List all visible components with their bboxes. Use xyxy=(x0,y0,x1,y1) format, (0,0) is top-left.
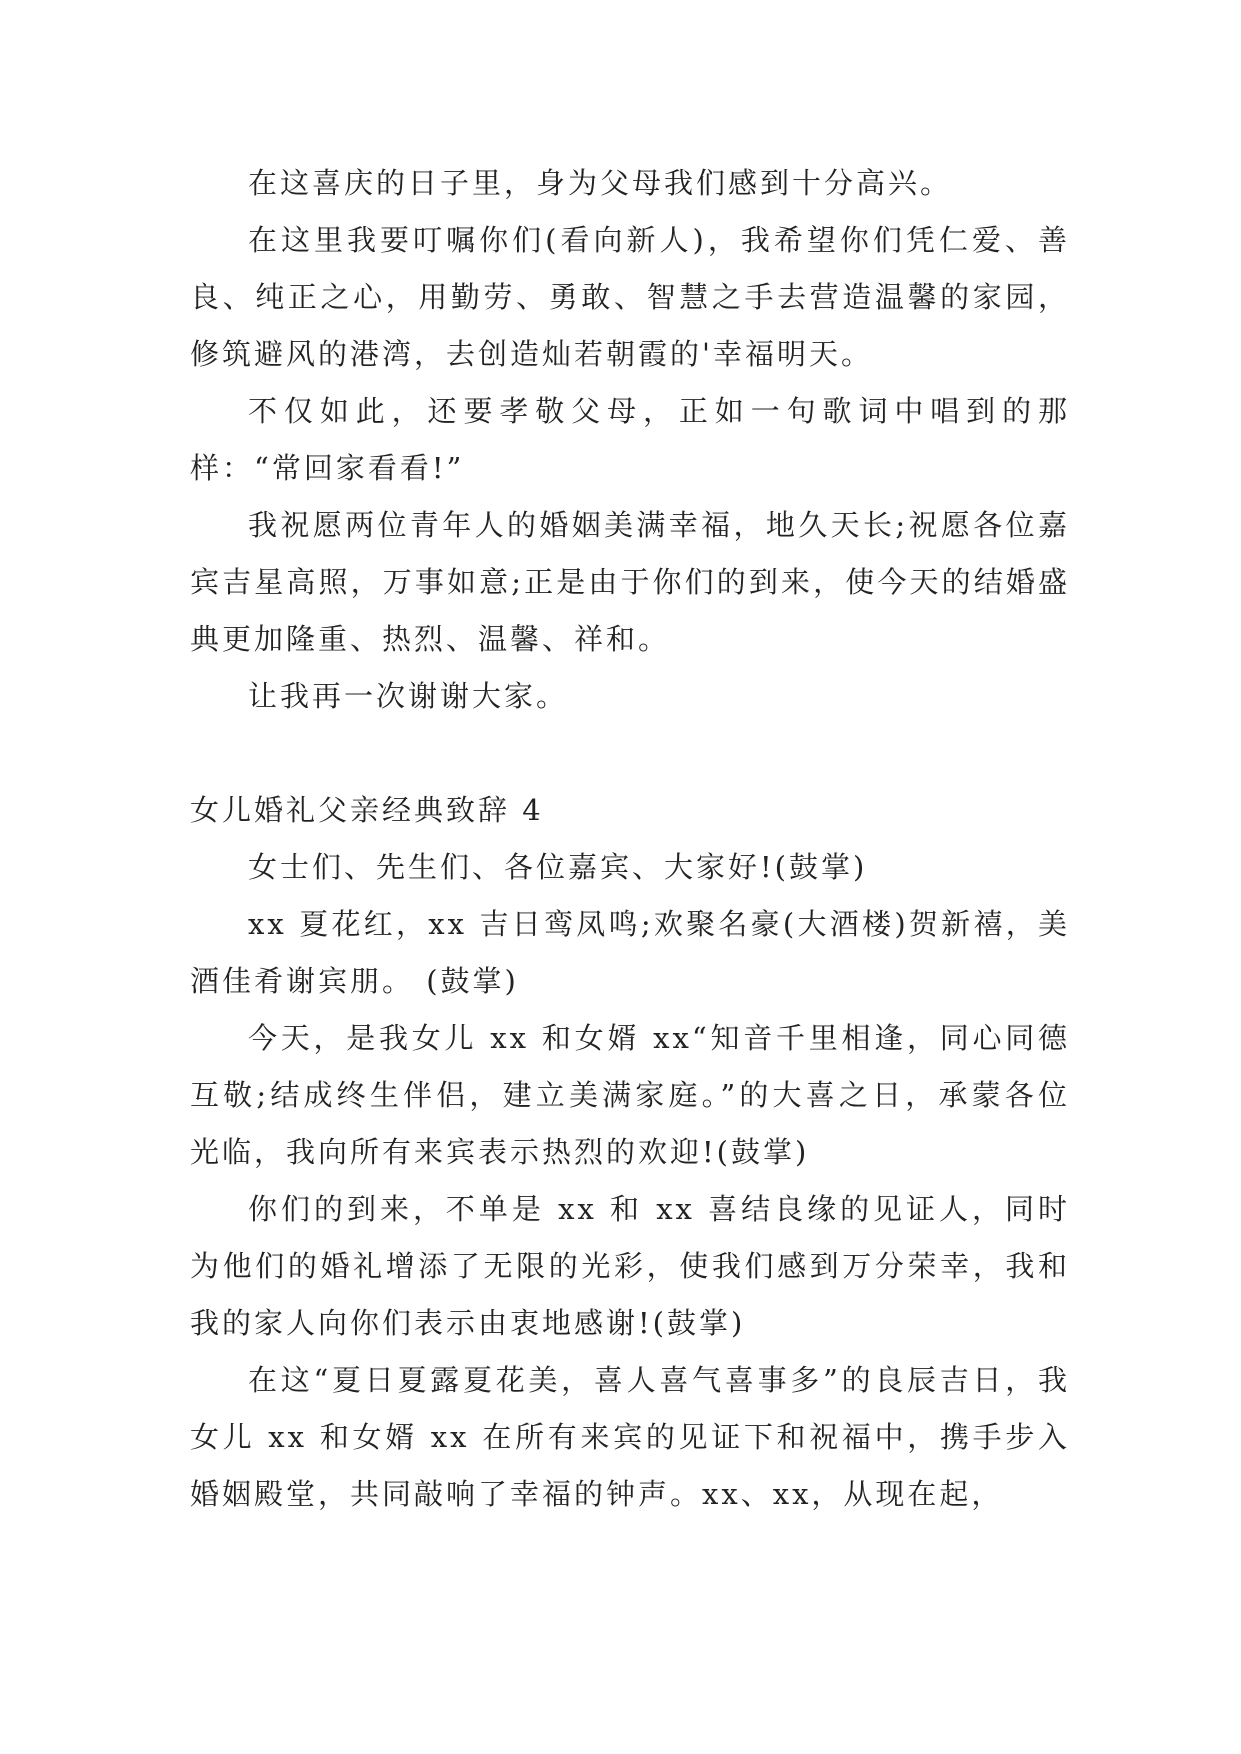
document-body xyxy=(190,155,1070,1523)
paragraph: 在这喜庆的日子里，身为父母我们感到十分高兴。 xyxy=(248,166,953,200)
paragraph: 我祝愿两位青年人的婚姻美满幸福，地久天长;祝愿各位嘉宾吉星高照，万事如意;正是由于你们的到来，使今天的结婚盛典更加隆重、热烈、温馨、祥和。 xyxy=(190,508,1070,656)
paragraph: xx 夏花红，xx 吉日鸾凤鸣;欢聚名豪(大酒楼)贺新禧，美酒佳肴谢宾朋。 (鼓掌) xyxy=(190,907,1070,998)
paragraph: 让我再一次谢谢大家。 xyxy=(248,679,569,713)
paragraph: 在这里我要叮嘱你们(看向新人)，我希望你们凭仁爱、善良、纯正之心，用勤劳、勇敢、智慧之手去营造温馨的家园，修筑避风的港湾，去创造灿若朝霞的'幸福明天。 xyxy=(190,223,1070,371)
paragraph: 女士们、先生们、各位嘉宾、大家好!(鼓掌) xyxy=(248,850,868,884)
paragraph: 你们的到来，不单是 xx 和 xx 喜结良缘的见证人，同时为他们的婚礼增添了无限的光彩，使我们感到万分荣幸，我和我的家人向你们表示由衷地感谢!(鼓掌) xyxy=(190,1192,1070,1340)
section-heading: 女儿婚礼父亲经典致辞 4 xyxy=(190,793,544,827)
paragraph: 在这“夏日夏露夏花美，喜人喜气喜事多”的良辰吉日，我女儿 xx 和女婿 xx 在所有来宾的见证下和祝福中，携手步入婚姻殿堂，共同敲响了幸福的钟声。xx、xx，从现在起， xyxy=(190,1363,1070,1511)
paragraph: 今天，是我女儿 xx 和女婿 xx“知音千里相逢，同心同德互敬;结成终生伴侣，建立美满家庭。”的大喜之日，承蒙各位光临，我向所有来宾表示热烈的欢迎!(鼓掌) xyxy=(190,1021,1070,1169)
paragraph: 不仅如此，还要孝敬父母，正如一句歌词中唱到的那样：“常回家看看!” xyxy=(190,394,1070,485)
